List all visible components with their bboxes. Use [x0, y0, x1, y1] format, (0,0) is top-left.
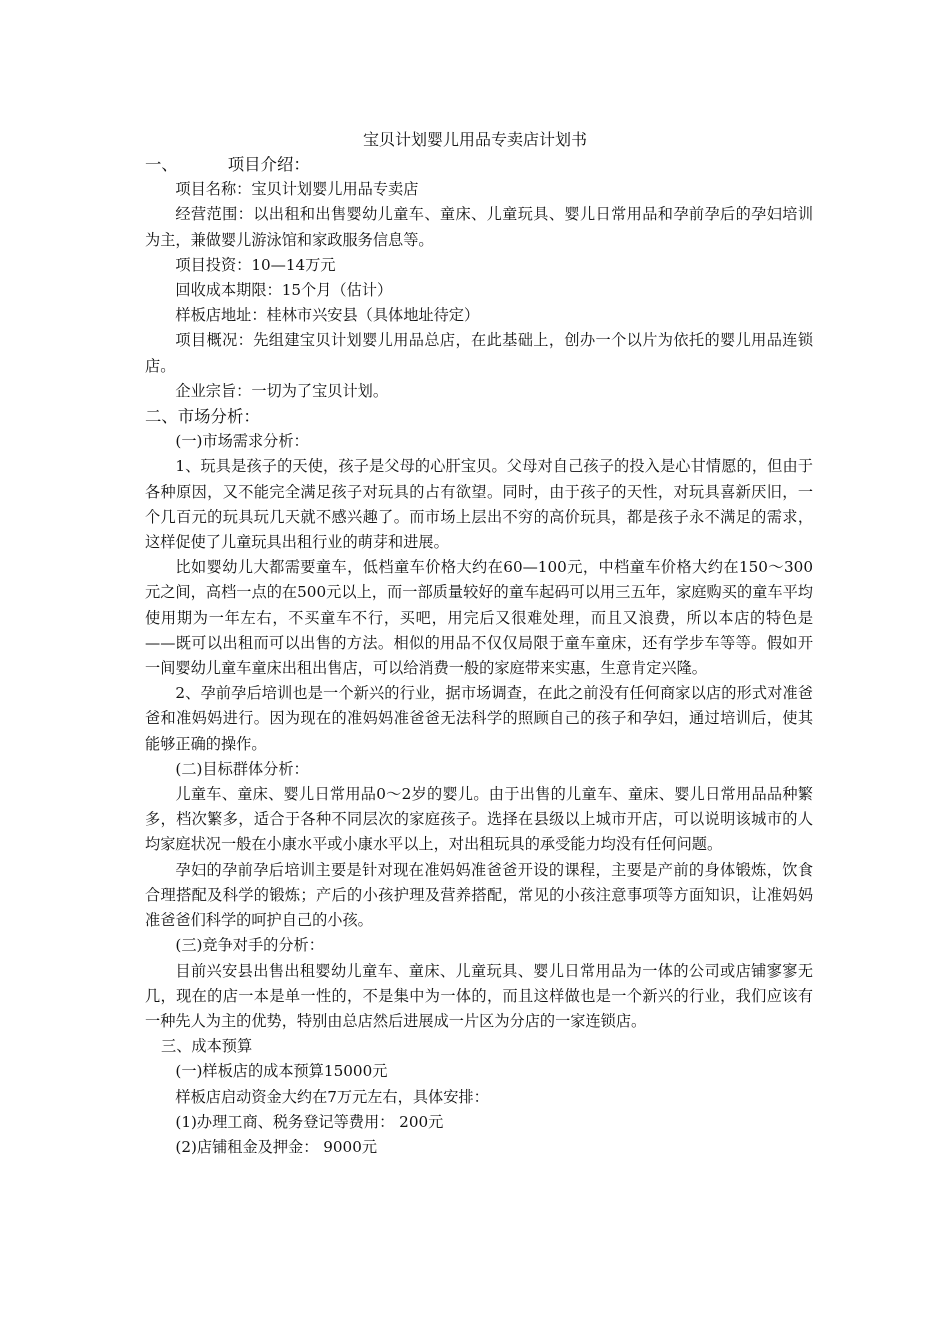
budget-item-registration: (1)办理工商、税务登记等费用： 200元 [175, 1112, 444, 1131]
project-name: 项目名称：宝贝计划婴儿用品专卖店 [175, 180, 419, 199]
store-address: 样板店地址：桂林市兴安县（具体地址待定） [175, 306, 480, 325]
paragraph-toys: 1、玩具是孩子的天使，孩子是父母的心肝宝贝。父母对自己孩子的投入是心甘情愿的，但由于各种原因，又不能完全满足孩子对玩具的占有欲望。同时，由于孩子的天性，对玩具喜新厌旧，一个几百元的玩具玩几天就不感兴趣了。而市场上层出不穷的高价玩具，都是孩子永不满足的需求，这样促使了儿童玩具出租行业的萌芽和进展。 [145, 457, 813, 552]
paragraph-startup-funds: 样板店启动资金大约在7万元左右，具体安排： [175, 1087, 489, 1106]
section-2-heading: 二、市场分析： [145, 407, 260, 427]
paragraph-target-group: 儿童车、童床、婴儿日常用品0～2岁的婴儿。由于出售的儿童车、童床、婴儿日常用品品种繁多，档次繁多，适合于各种不同层次的家庭孩子。选择在县级以上城市开店，可以说明该城市的人均家庭状况一般在小康水平或小康水平以上，对出租玩具的承受能力均没有任何问题。 [145, 785, 813, 854]
budget-item-rent: (2)店铺租金及押金： 9000元 [175, 1137, 378, 1156]
business-scope: 经营范围：以出租和出售婴幼儿童车、童床、儿童玩具、婴儿日常用品和孕前孕后的孕妇培训为主，兼做婴儿游泳馆和家政服务信息等。 [145, 205, 813, 249]
paragraph-prenatal-training: 孕妇的孕前孕后培训主要是针对现在准妈妈准爸爸开设的课程，主要是产前的身体锻炼，饮食合理搭配及科学的锻炼；产后的小孩护理及营养搭配，常见的小孩注意事项等方面知识，让准妈妈准爸爸们科学的呵护自己的小孩。 [145, 860, 813, 930]
subsection-demand-heading: (一)市场需求分析： [175, 432, 309, 451]
subsection-competitors-heading: (三)竞争对手的分析： [175, 936, 324, 955]
company-purpose: 企业宗旨：一切为了宝贝计划。 [175, 381, 389, 400]
document-title: 宝贝计划婴儿用品专卖店计划书 [362, 130, 587, 149]
section-3-heading: 三、成本预算 [161, 1037, 253, 1056]
project-investment: 项目投资：10—14万元 [175, 255, 336, 274]
paragraph-strollers: 比如婴幼儿大都需要童车，低档童车价格大约在60—100元，中档童车价格大约在150～300元之间，高档一点的在500元以上，而一部质量较好的童车起码可以用三五年，家庭购买的童车平均使用期为一年左右，不买童车不行，买吧，用完后又很难处理，而且又浪费，所以本店的特色是——既可以出租而可以出售的方法。相似的用品不仅仅局限于童车童床，还有学步车等等。假如开一间婴幼儿童车童床出租出售店，可以给消费一般的家庭带来实惠，生意肯定兴隆。 [145, 558, 813, 678]
subsection-target-heading: (二)目标群体分析： [175, 759, 309, 778]
document-body [145, 152, 813, 1160]
payback-period: 回收成本期限：15个月（估计） [175, 281, 393, 300]
section-1-title: 项目介绍： [227, 155, 310, 174]
paragraph-competitors: 目前兴安县出售出租婴幼儿童车、童床、儿童玩具、婴儿日常用品为一体的公司或店铺寥寥无几，现在的店一本是单一性的，不是集中为一体的，而且这样做也是一个新兴的行业，我们应该有一种先人为主的优势，特别由总店然后进展成一片区为分店的一家连锁店。 [145, 961, 813, 1030]
paragraph-training: 2、孕前孕后培训也是一个新兴的行业，据市场调查，在此之前没有任何商家以店的形式对准爸爸和准妈妈进行。因为现在的准妈妈准爸爸无法科学的照顾自己的孩子和孕妇，通过培训后，使其能够正确的操作。 [145, 684, 813, 753]
section-1-heading [145, 152, 813, 177]
subsection-budget-heading: (一)样板店的成本预算15000元 [175, 1062, 388, 1081]
project-overview: 项目概况：先组建宝贝计划婴儿用品总店，在此基础上，创办一个以片为依托的婴儿用品连锁店。 [145, 331, 813, 375]
section-1-number: 一、 [145, 155, 178, 174]
